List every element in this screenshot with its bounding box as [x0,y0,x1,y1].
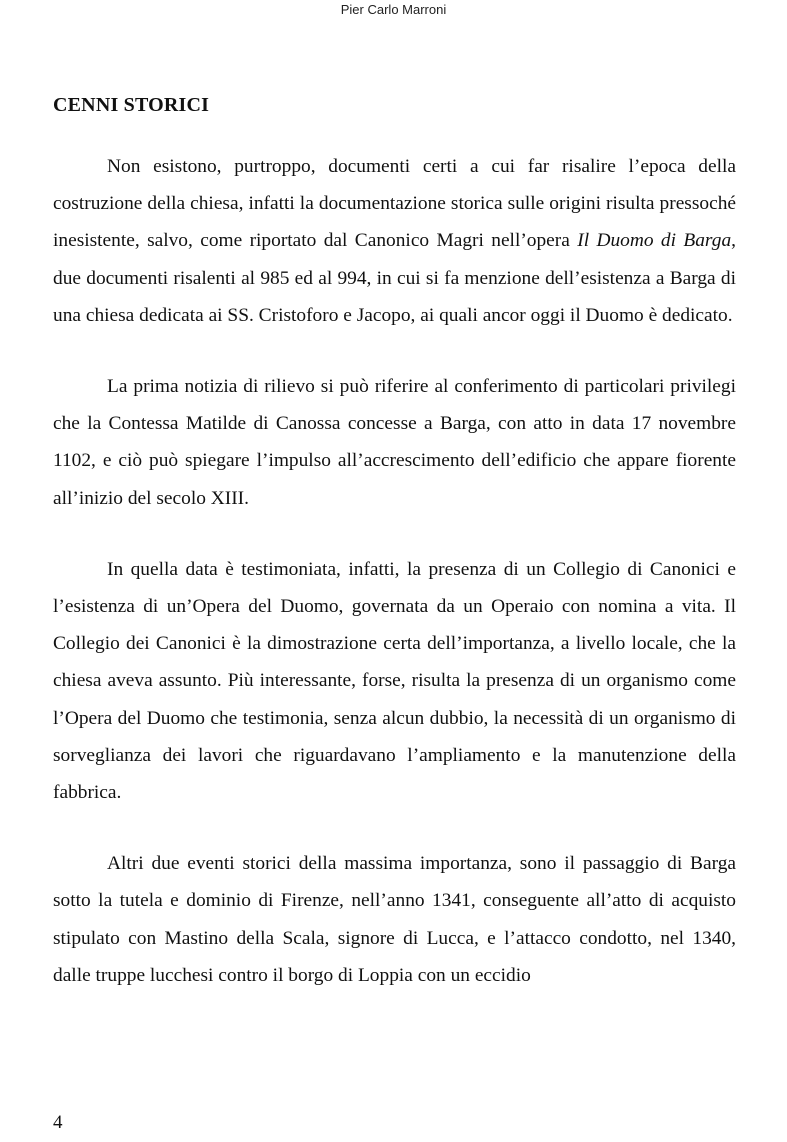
page-number: 4 [53,1112,63,1133]
body-text [53,148,736,1028]
paragraph [53,845,736,994]
paragraph [53,551,736,811]
paragraph [53,148,736,334]
paragraph-text: Altri due eventi storici della massima importanza, sono il passaggio di Barga sotto la tutela e dominio di Firenze, nell’anno 1341, conseguente all’atto di acquisto stipulato con Mastino della Scala, signore di Lucca, e l’attacco condotto, nel 1340, dalle truppe lucchesi contro il borgo di Loppia con un eccidio [53,853,736,986]
paragraph-text: La prima notizia di rilievo si può riferire al conferimento di particolari privilegi che la Contessa Matilde di Canossa concesse a Barga, con atto in data 17 novembre 1102, e ciò può spiegare l’impulso all’accrescimento dell’edificio che appare fiorente all’inizio del secolo XIII. [53,376,736,509]
book-title-italic: Il Duomo di Barga [577,230,732,252]
section-title: CENNI STORICI [53,94,210,116]
paragraph [53,368,736,517]
paragraph-text: , due documenti risalenti al 985 ed al 994, in cui si fa menzione dell’esistenza a Barga di una chiesa dedicata ai SS. Cristoforo e Jacopo, ai quali ancor oggi il Duomo è dedicato. [53,230,736,326]
running-header: Pier Carlo Marroni [340,2,447,17]
paragraph-text: Non esistono, purtroppo, documenti certi a cui far risalire l’epoca della costruzione della chiesa, infatti la documentazione storica sulle origini risulta pressoché inesistente, salvo, come riportato dal Canonico Magri nell’opera [53,156,736,252]
paragraph-text: In quella data è testimoniata, infatti, la presenza di un Collegio di Canonici e l’esistenza di un’Opera del Duomo, governata da un Operaio con nomina a vita. Il Collegio dei Canonici è la dimostrazione certa dell’importanza, a livello locale, che la chiesa aveva assunto. Più interessante, forse, risulta la presenza di un organismo come l’Opera del Duomo che testimonia, senza alcun dubbio, la necessità di un organismo di sorveglianza dei lavori che riguardavano l’ampliamento e la manutenzione della fabbrica. [53,558,736,804]
